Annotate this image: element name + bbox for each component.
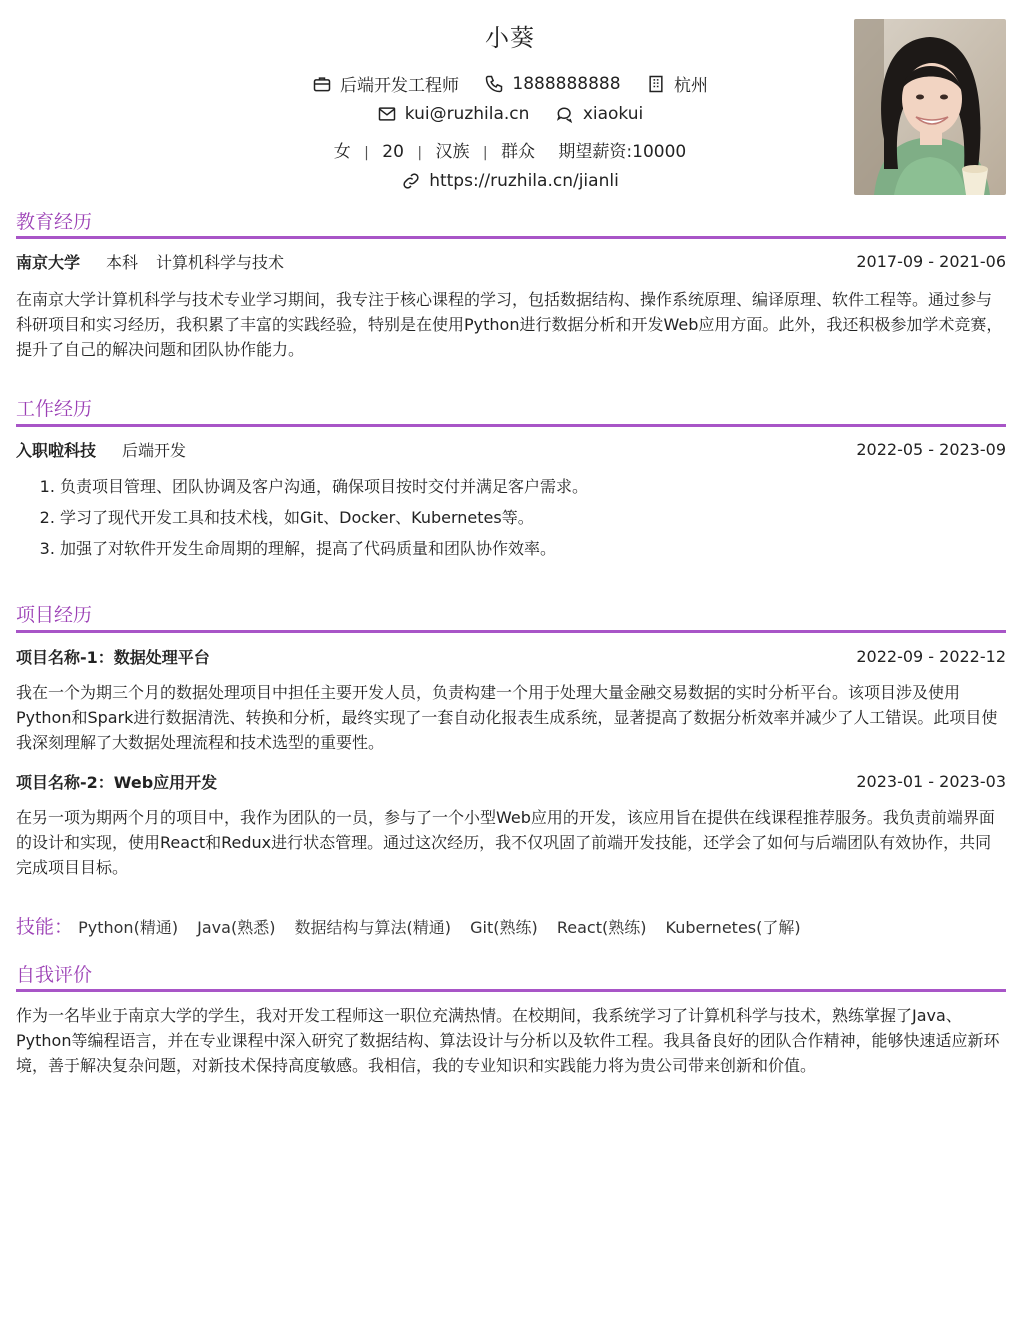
city-text: 杭州 [673, 76, 708, 96]
education-description: 在南京大学计算机科学与技术专业学习期间，我专注于核心课程的学习，包括数据结构、操作系统原理、编译原理、软件工程等。通过参与科研项目和实习经历，我积累了丰富的实践经验，特别是在使用Python进行数据分析和开发Web应用方面。此外，我还积极参加学术竞赛，提升了自己的解决问题和团队协作能力。 [16, 290, 1003, 359]
salary-text: 10000 [632, 142, 687, 162]
age-text: 20 [382, 142, 404, 162]
position-item [312, 71, 459, 96]
list-item: 1. 负责项目管理、团队协调及客户沟通，确保项目按时交付并满足客户需求。 [60, 471, 1006, 502]
self-eval-description: 作为一名毕业于南京大学的学生，我对开发工程师这一职位充满热情。在校期间，我系统学习了计算机科学与技术，熟练掌握了Java、Python等编程语言，并在专业课程中深入研究了数据结构、算法设计与分析以及软件工程。我具备良好的团队合作精神，能够快速适应新环境，善于解决复杂问题，对新技术保持高度敏感。我相信，我的专业知识和实践能力将为贵公司带来创新和价值。 [16, 1006, 1000, 1075]
skill-tag: Git(熟练) [470, 918, 538, 937]
work-head [16, 438, 1006, 461]
mail-icon [377, 104, 397, 124]
skill-tag: Kubernetes(了解) [665, 918, 801, 937]
wechat-item [555, 104, 643, 124]
company-name: 入职啦科技 [16, 441, 97, 460]
work-period: 2022-05 - 2023-09 [856, 440, 1006, 459]
section-divider [16, 236, 1006, 239]
school-name: 南京大学 [16, 253, 81, 272]
major-text: 计算机科学与技术 [156, 253, 285, 272]
project-1-description: 我在一个为期三个月的数据处理项目中担任主要开发人员，负责构建一个用于处理大量金融交易数据的实时分析平台。该项目涉及使用Python和Spark进行数据清洗、转换和分析，最终实现了一套自动化报表生成系统，显著提高了数据分析效率并减少了人工错误。此项目使我深刻理解了大数据处理流程和技术选型的重要性。 [16, 683, 998, 752]
section-divider [16, 989, 1006, 992]
phone-text: 1888888888 [512, 73, 621, 94]
position-text: 后端开发工程师 [340, 76, 459, 96]
project-1-name: 项目名称-1：数据处理平台 [16, 648, 210, 667]
building-icon [646, 74, 666, 94]
work-duties-list [16, 471, 1006, 564]
project-2-head [16, 770, 1006, 793]
website-text: https://ruzhila.cn/jianli [429, 171, 619, 191]
skill-tag: 数据结构与算法(精通) [294, 918, 452, 937]
work-title: 工作经历 [16, 398, 93, 420]
education-head [16, 250, 1006, 273]
email-text: kui@ruzhila.cn [404, 104, 530, 124]
ethnicity-text: 汉族 [435, 142, 470, 162]
education-period: 2017-09 - 2021-06 [856, 252, 1006, 271]
skills-label: 技能： [16, 916, 74, 938]
wechat-text: xiaokui [582, 104, 644, 124]
skills-row [16, 912, 815, 939]
city-item [646, 71, 708, 96]
separator: | [417, 145, 423, 161]
salary-label: 期望薪资: [558, 142, 633, 162]
role-text: 后端开发 [122, 441, 187, 460]
phone-icon [484, 74, 504, 94]
projects-title: 项目经历 [16, 604, 93, 626]
candidate-name: 小葵 [485, 24, 535, 52]
section-divider [16, 630, 1006, 633]
phone-item [484, 74, 620, 94]
list-item: 2. 学习了现代开发工具和技术栈，如Git、Docker、Kubernetes等。 [60, 502, 1006, 533]
project-2-period: 2023-01 - 2023-03 [856, 772, 1006, 791]
list-item: 3. 加强了对软件开发生命周期的理解，提高了代码质量和团队协作效率。 [60, 533, 1006, 564]
section-divider [16, 424, 1006, 427]
separator: | [482, 145, 488, 161]
self-eval-title: 自我评价 [16, 964, 93, 986]
project-2-description: 在另一项为期两个月的项目中，我作为团队的一员，参与了一个小型Web应用的开发，该应用旨在提供在线课程推荐服务。我负责前端界面的设计和实现，使用React和Redux进行状态管理。通过这次经历，我不仅巩固了前端开发技能，还学会了如何与后端团队有效协作，共同完成项目目标。 [16, 808, 995, 877]
website-item[interactable] [401, 171, 619, 191]
project-1-period: 2022-09 - 2022-12 [856, 647, 1006, 666]
education-title: 教育经历 [16, 211, 93, 233]
skill-tag: Java(熟悉) [197, 918, 276, 937]
politics-text: 群众 [501, 142, 535, 162]
avatar [854, 19, 1006, 195]
briefcase-icon [312, 74, 332, 94]
separator: | [364, 145, 369, 161]
gender-text: 女 [333, 142, 351, 162]
link-icon [401, 171, 421, 191]
skill-tag: React(熟练) [556, 918, 647, 937]
skill-tag: Python(精通) [78, 918, 179, 937]
project-2-name: 项目名称-2：Web应用开发 [16, 773, 218, 792]
chat-icon [555, 104, 575, 124]
email-item[interactable] [377, 104, 530, 124]
degree-text: 本科 [106, 253, 139, 272]
project-1-head [16, 645, 1006, 668]
